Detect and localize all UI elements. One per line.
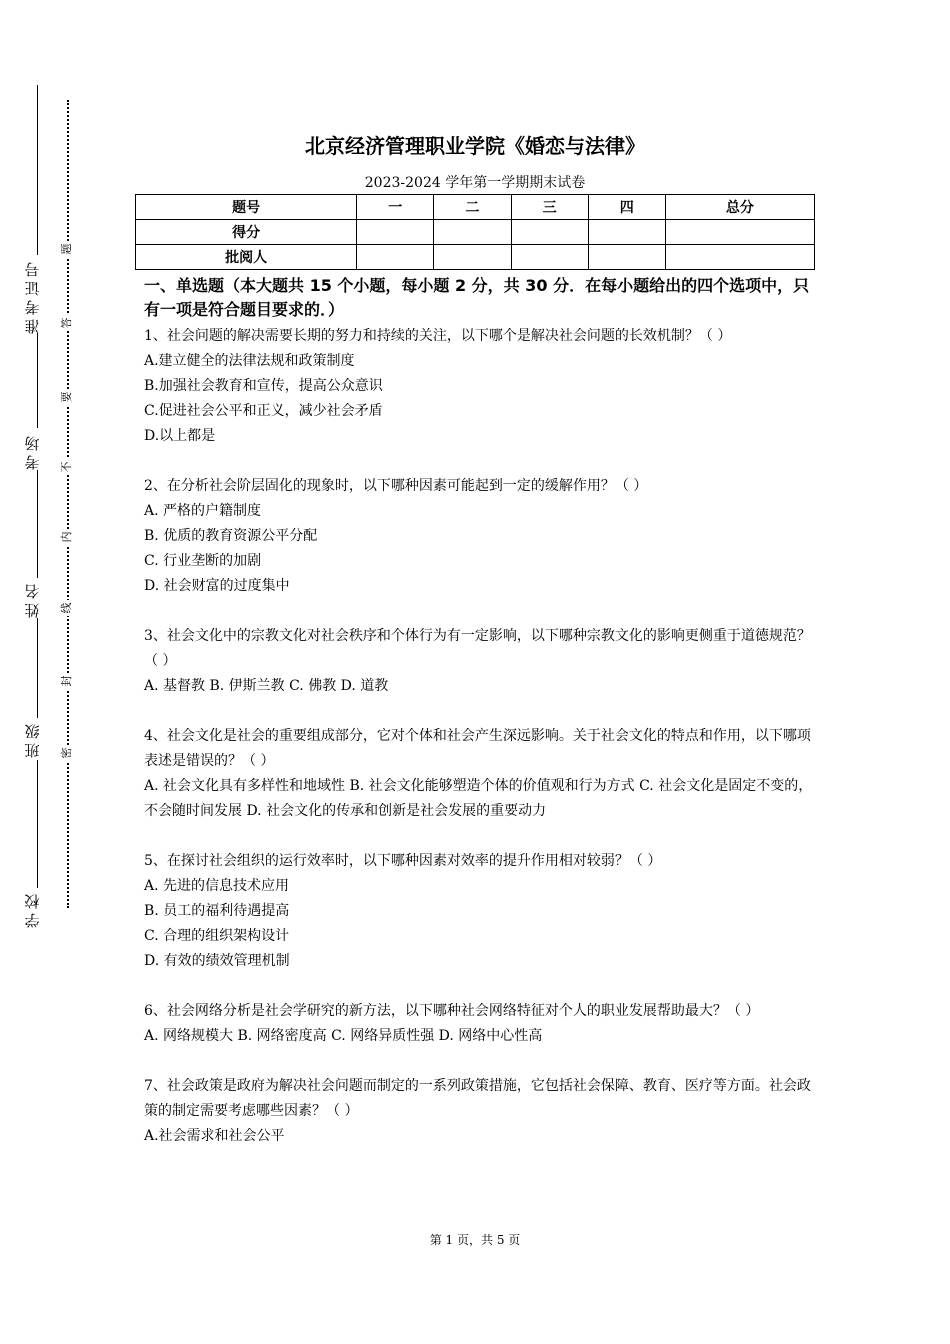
- seal-char: 答: [60, 315, 74, 331]
- binding-label-exam-id: 准考证号: [23, 258, 42, 334]
- question-option: A. 基督教 B. 伊斯兰教 C. 佛教 D. 道教: [144, 678, 389, 694]
- question-stem: 3、社会文化中的宗教文化对社会秩序和个体行为有一定影响，以下哪种宗教文化的影响更侧重于道德规范？（ ）: [144, 628, 811, 669]
- question-option: A. 先进的信息技术应用: [144, 878, 290, 894]
- question-option: C. 行业垄断的加剧: [144, 553, 262, 569]
- score-table-header-row: [136, 195, 815, 220]
- score-cell[interactable]: [511, 220, 588, 245]
- score-table-header-cell: 三: [511, 195, 588, 220]
- question-7: [144, 1074, 814, 1149]
- question-2: [144, 474, 814, 599]
- section-heading: 一、单选题（本大题共 15 个小题，每小题 2 分，共 30 分．在每小题给出的四个选项中，只有一项是符合题目要求的．）: [144, 276, 810, 319]
- question-option: D.以上都是: [144, 428, 216, 444]
- score-table: [135, 194, 815, 270]
- question-option: B.加强社会教育和宣传，提高公众意识: [144, 378, 383, 394]
- score-cell[interactable]: [665, 220, 814, 245]
- question-option: A. 严格的户籍制度: [144, 503, 262, 519]
- question-stem: 2、在分析社会阶层固化的现象时，以下哪种因素可能起到一定的缓解作用？（ ）: [144, 478, 648, 494]
- question-option: A.社会需求和社会公平: [144, 1128, 285, 1144]
- score-cell[interactable]: [588, 220, 665, 245]
- reviewer-cell[interactable]: [588, 245, 665, 270]
- binding-line: [37, 470, 38, 578]
- question-3: [144, 624, 814, 699]
- question-option: C.促进社会公平和正义，减少社会矛盾: [144, 403, 383, 419]
- score-table-header-cell: 题号: [136, 195, 357, 220]
- score-table-header-cell: 总分: [665, 195, 814, 220]
- seal-char: 要: [60, 389, 74, 405]
- exam-title: 北京经济管理职业学院《婚恋与法律》: [305, 134, 645, 158]
- question-option: A. 社会文化具有多样性和地域性 B. 社会文化能够塑造个体的价值观和行为方式 C. 社会文化是固定不变的，不会随时间发展 D. 社会文化的传承和创新是社会发展的重要动力: [144, 778, 813, 819]
- binding-label-class: 班级: [23, 720, 42, 758]
- reviewer-cell[interactable]: [434, 245, 511, 270]
- binding-line: [37, 85, 38, 255]
- question-stem: 1、社会问题的解决需要长期的努力和持续的关注，以下哪个是解决社会问题的长效机制？（ ）: [144, 328, 732, 344]
- page-footer: 第 1 页，共 5 页: [429, 1233, 521, 1247]
- binding-label-name: 姓名: [23, 580, 42, 618]
- question-option: C. 合理的组织架构设计: [144, 928, 290, 944]
- question-stem: 7、社会政策是政府为解决社会问题而制定的一系列政策措施，它包括社会保障、教育、医疗等方面。社会政策的制定需要考虑哪些因素？（ ）: [144, 1078, 811, 1119]
- question-stem: 6、社会网络分析是社会学研究的新方法，以下哪种社会网络特征对个人的职业发展帮助最大？（ ）: [144, 1003, 760, 1019]
- question-option: B. 优质的教育资源公平分配: [144, 528, 318, 544]
- exam-subtitle: 2023-2024 学年第一学期期末试卷: [364, 175, 586, 191]
- reviewer-cell[interactable]: [511, 245, 588, 270]
- question-option: A. 网络规模大 B. 网络密度高 C. 网络异质性强 D. 网络中心性高: [144, 1028, 543, 1044]
- question-5: [144, 849, 814, 974]
- question-stem: 4、社会文化是社会的重要组成部分，它对个体和社会产生深远影响。关于社会文化的特点和作用，以下哪项表述是错误的？（ ）: [144, 728, 811, 769]
- reviewer-cell[interactable]: [357, 245, 434, 270]
- binding-margin: [0, 0, 110, 1344]
- binding-line: [37, 333, 38, 428]
- question-option: A.建立健全的法律法规和政策制度: [144, 353, 355, 369]
- seal-char: 内: [60, 529, 74, 545]
- questions-content: [144, 274, 814, 1149]
- score-table-row-label: 批阅人: [136, 245, 357, 270]
- score-table-header-cell: 二: [434, 195, 511, 220]
- seal-char: 线: [60, 600, 74, 616]
- question-option: B. 员工的福利待遇提高: [144, 903, 290, 919]
- score-table-row: [136, 220, 815, 245]
- score-table-header-cell: 四: [588, 195, 665, 220]
- question-1: [144, 324, 814, 449]
- seal-char: 不: [60, 459, 74, 475]
- question-stem: 5、在探讨社会组织的运行效率时，以下哪种因素对效率的提升作用相对较弱？（ ）: [144, 853, 662, 869]
- score-table-header-cell: 一: [357, 195, 434, 220]
- binding-label-exam-room: 考场: [23, 432, 42, 470]
- seal-dotted-line: [67, 100, 69, 908]
- seal-char: 封: [60, 673, 74, 689]
- score-cell[interactable]: [357, 220, 434, 245]
- question-option: D. 社会财富的过度集中: [144, 578, 290, 594]
- score-table-row-label: 得分: [136, 220, 357, 245]
- binding-line: [37, 760, 38, 888]
- question-option: D. 有效的绩效管理机制: [144, 953, 290, 969]
- question-4: [144, 724, 814, 824]
- score-table-row: [136, 245, 815, 270]
- binding-line: [37, 618, 38, 718]
- seal-char: 密: [60, 745, 74, 761]
- seal-char: 题: [60, 241, 74, 257]
- question-6: [144, 999, 814, 1049]
- score-cell[interactable]: [434, 220, 511, 245]
- binding-label-school: 学校: [23, 890, 42, 928]
- reviewer-cell[interactable]: [665, 245, 814, 270]
